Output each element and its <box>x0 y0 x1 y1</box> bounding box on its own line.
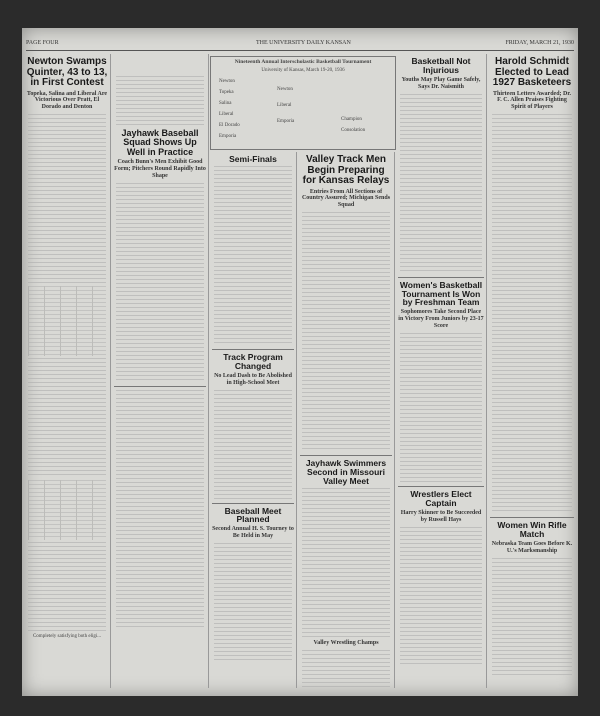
track-program-deck: No Lead Dash to Be Abolished in High-School Meet <box>214 372 292 386</box>
valley-deck: Entries From All Sections of Country Assured; Michigan Sends Squad <box>301 188 391 209</box>
divider <box>114 386 206 387</box>
bracket-final <box>341 117 365 139</box>
track-program-body <box>214 390 292 500</box>
bracket-subtitle: University of Kansas, March 19-20, 1936 <box>261 67 345 73</box>
baseball-meet-headline: Baseball Meet Planned <box>224 505 282 525</box>
semi-finals-body <box>214 166 292 346</box>
womens-tournament-headline: Women's Basketball Tournament Is Won by Freshman Team <box>399 279 483 308</box>
wrestlers-deck: Harry Skinner to Be Succeeded by Russell Hays <box>400 509 482 523</box>
issue-date: FRIDAY, MARCH 21, 1930 <box>505 40 574 46</box>
swimmers-headline: Jayhawk Swimmers Second in Missouri Valley Meet <box>305 458 387 487</box>
wrestlers-headline: Wrestlers Elect Captain <box>410 489 472 508</box>
bracket-team: Newton <box>219 79 235 84</box>
wrestlers-body <box>400 527 482 667</box>
bracket-team: Emporia <box>219 134 237 139</box>
divider <box>490 517 574 518</box>
column-2-top <box>116 76 204 126</box>
column-1-body-2 <box>28 542 106 632</box>
box-score-2 <box>28 480 106 540</box>
swimmers-body <box>302 488 390 638</box>
valley-headline: Valley Track Men Begin Preparing for Kansas Relays <box>302 154 390 186</box>
schmidt-body <box>492 114 572 514</box>
divider <box>212 349 294 350</box>
column-1 <box>24 54 111 688</box>
masthead <box>26 38 574 51</box>
womens-tournament-deck: Sophomores Take Second Place in Victory From Juniors by 23-17 Score <box>398 309 484 330</box>
bracket-team: Topeka <box>219 90 234 95</box>
page-number: PAGE FOUR <box>26 40 59 46</box>
column-2-body <box>116 390 204 630</box>
newspaper-page <box>22 28 578 696</box>
women-win-body <box>492 558 572 678</box>
column-6 <box>488 54 576 688</box>
divider <box>398 486 484 487</box>
completely-caption: Completely satisfying both eligi... <box>32 634 102 640</box>
baseball-meet-deck: Second Annual H. S. Tourney to Be Held in May <box>212 526 294 540</box>
column-1-body <box>28 358 106 478</box>
column-3 <box>210 152 297 688</box>
womens-tournament-body <box>400 333 482 483</box>
bracket-team: Newton <box>277 87 293 92</box>
bracket-team: Salina <box>219 101 232 106</box>
injuries-headline: Basketball Not Injurious <box>411 56 471 75</box>
tournament-bracket <box>210 56 396 150</box>
newton-body <box>28 114 106 284</box>
women-win-headline: Women Win Rifle Match <box>497 520 567 540</box>
valley-wrestling-caption: Valley Wrestling Champs <box>313 639 379 646</box>
baseball-meet-body <box>214 543 292 663</box>
paper-name: THE UNIVERSITY DAILY KANSAN <box>256 40 351 46</box>
wrestling-list <box>302 650 390 688</box>
champion-label: Champion <box>341 117 362 122</box>
injuries-deck: Youths May Play Game Safely, Says Dr. Naismith <box>401 76 481 90</box>
box-score <box>28 286 106 356</box>
jayhawk-headline: Jayhawk Baseball Squad Shows Up Well in Practice <box>121 128 199 157</box>
column-2 <box>112 54 209 688</box>
schmidt-deck: Thirteen Letters Awarded; Dr. F. C. Allen Praises Fighting Spirit of Players <box>493 90 571 111</box>
bracket-second-round <box>277 87 294 135</box>
bracket-team: El Dorado <box>219 123 240 128</box>
divider <box>398 277 484 278</box>
column-4 <box>298 152 395 688</box>
consolation-label: Consolation <box>341 128 366 133</box>
divider <box>212 503 294 504</box>
bracket-first-round <box>219 79 240 145</box>
column-5 <box>396 54 487 688</box>
injuries-body <box>400 94 482 274</box>
jayhawk-body <box>116 183 204 383</box>
women-win-deck: Nebraska Team Goes Before K. U.'s Marksmanship <box>491 541 573 554</box>
semi-finals-headline: Semi-Finals <box>229 154 277 164</box>
track-program-headline: Track Program Changed <box>223 351 283 371</box>
jayhawk-deck: Coach Bunn's Men Exhibit Good Form; Pitchers Round Rapidly Into Shape <box>114 159 206 180</box>
valley-body <box>302 212 390 452</box>
schmidt-headline: Harold Schmidt Elected to Lead 1927 Basketeers <box>492 56 572 88</box>
divider <box>300 455 392 456</box>
bracket-title: Nineteenth Annual Interscholastic Basketball Tournament <box>234 59 372 65</box>
bracket-team: Liberal <box>219 112 234 117</box>
bracket-team: Emporia <box>277 119 295 124</box>
bracket-team: Liberal <box>277 103 292 108</box>
newton-deck: Topeka, Salina and Liberal Are Victorious Over Pratt, El Dorado and Denton <box>26 90 108 111</box>
newton-headline: Newton Swamps Quinter, 43 to 13, in First Contest <box>26 56 108 88</box>
